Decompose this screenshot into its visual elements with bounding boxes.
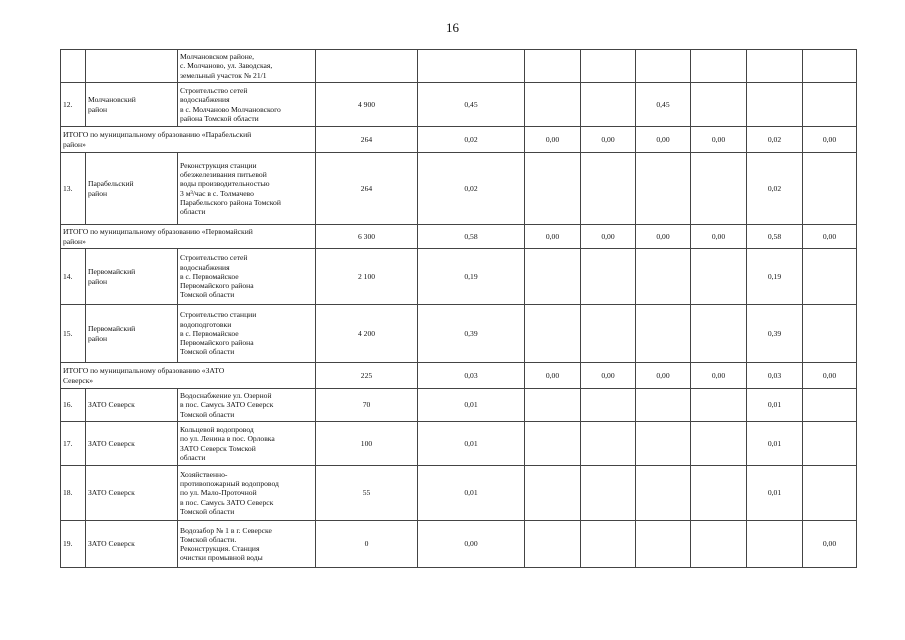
- budget-table: [60, 49, 857, 568]
- value-cell: [803, 249, 857, 305]
- value-cell: 0,03: [747, 363, 803, 389]
- table-row: [61, 389, 857, 422]
- value-cell: [525, 389, 581, 422]
- object-cell: Водоснабжение ул. Озерной в пос. Самусь ЗАТО Северск Томской области: [178, 389, 316, 422]
- value-cell: 0,19: [418, 249, 525, 305]
- value-cell: 0,01: [747, 389, 803, 422]
- value-cell: [525, 83, 581, 127]
- value-cell: 4 200: [316, 305, 418, 363]
- value-cell: 0,39: [747, 305, 803, 363]
- value-cell: [803, 389, 857, 422]
- row-number: 17.: [61, 422, 86, 466]
- value-cell: [691, 249, 747, 305]
- value-cell: 0,00: [525, 363, 581, 389]
- value-cell: 0,01: [418, 466, 525, 521]
- value-cell: 4 900: [316, 83, 418, 127]
- total-label: ИТОГО по муниципальному образованию «Первомайский район»: [61, 225, 316, 249]
- value-cell: 6 300: [316, 225, 418, 249]
- value-cell: [691, 389, 747, 422]
- value-cell: 0,00: [525, 127, 581, 153]
- value-cell: [525, 153, 581, 225]
- value-cell: [581, 305, 636, 363]
- row-number: 14.: [61, 249, 86, 305]
- value-cell: [803, 153, 857, 225]
- value-cell: 0,00: [581, 225, 636, 249]
- value-cell: 0,03: [418, 363, 525, 389]
- row-number: 18.: [61, 466, 86, 521]
- value-cell: 225: [316, 363, 418, 389]
- municipality-cell: Парабельский район: [86, 153, 178, 225]
- value-cell: [691, 422, 747, 466]
- row-number: 16.: [61, 389, 86, 422]
- value-cell: 0,58: [418, 225, 525, 249]
- table-row-total: [61, 127, 857, 153]
- object-cell: Водозабор № 1 в г. Северске Томской области. Реконструкция. Станция очистки промывной воды: [178, 521, 316, 568]
- value-cell: 0,00: [418, 521, 525, 568]
- value-cell: 0,00: [803, 225, 857, 249]
- value-cell: 100: [316, 422, 418, 466]
- table-row-total: [61, 363, 857, 389]
- value-cell: 0,01: [418, 389, 525, 422]
- table-row: [61, 83, 857, 127]
- row-number: 13.: [61, 153, 86, 225]
- value-cell: [525, 249, 581, 305]
- value-cell: [581, 83, 636, 127]
- table-row: [61, 521, 857, 568]
- value-cell: 0,01: [747, 466, 803, 521]
- row-number: 15.: [61, 305, 86, 363]
- value-cell: [581, 521, 636, 568]
- table-row: [61, 305, 857, 363]
- municipality-cell: ЗАТО Северск: [86, 389, 178, 422]
- value-cell: [581, 389, 636, 422]
- value-cell: 70: [316, 389, 418, 422]
- object-cell: Молчановском районе, с. Молчаново, ул. Заводская, земельный участок № 21/1: [178, 50, 316, 83]
- row-number: 12.: [61, 83, 86, 127]
- value-cell: 0,01: [747, 422, 803, 466]
- value-cell: [691, 83, 747, 127]
- value-cell: [525, 305, 581, 363]
- value-cell: 0,00: [636, 363, 691, 389]
- municipality-cell: Молчановский район: [86, 83, 178, 127]
- object-cell: Строительство сетей водоснабжения в с. Молчаново Молчановского района Томской области: [178, 83, 316, 127]
- value-cell: [747, 521, 803, 568]
- value-cell: [636, 305, 691, 363]
- table-row-total: [61, 225, 857, 249]
- value-cell: 0,00: [691, 363, 747, 389]
- value-cell: 0,00: [636, 127, 691, 153]
- value-cell: 264: [316, 127, 418, 153]
- object-cell: Хозяйственно- противопожарный водопровод по ул. Мало-Проточной в пос. Самусь ЗАТО Северск Томской области: [178, 466, 316, 521]
- value-cell: [525, 521, 581, 568]
- value-cell: 0,00: [581, 363, 636, 389]
- value-cell: [691, 153, 747, 225]
- value-cell: [691, 305, 747, 363]
- value-cell: 264: [316, 153, 418, 225]
- table-row: [61, 153, 857, 225]
- value-cell: [691, 521, 747, 568]
- object-cell: Реконструкция станции обезжелезивания питьевой воды производительностью 3 м³/час в с. Толмачево Парабельского района Томской области: [178, 153, 316, 225]
- value-cell: [636, 389, 691, 422]
- value-cell: 0,01: [418, 422, 525, 466]
- municipality-cell: ЗАТО Северск: [86, 521, 178, 568]
- object-cell: Строительство сетей водоснабжения в с. Первомайское Первомайского района Томской области: [178, 249, 316, 305]
- value-cell: [691, 466, 747, 521]
- table-row: [61, 466, 857, 521]
- value-cell: 0,19: [747, 249, 803, 305]
- municipality-cell: Первомайский район: [86, 305, 178, 363]
- value-cell: [803, 83, 857, 127]
- value-cell: [636, 422, 691, 466]
- value-cell: 0,00: [691, 225, 747, 249]
- value-cell: 0,02: [418, 153, 525, 225]
- value-cell: [581, 153, 636, 225]
- value-cell: 0,00: [691, 127, 747, 153]
- value-cell: 0,00: [525, 225, 581, 249]
- table-row: [61, 249, 857, 305]
- value-cell: 0,58: [747, 225, 803, 249]
- value-cell: 0: [316, 521, 418, 568]
- table-row-continuation: [61, 50, 857, 83]
- object-cell: Строительство станции водоподготовки в с. Первомайское Первомайского района Томской области: [178, 305, 316, 363]
- value-cell: 0,00: [636, 225, 691, 249]
- value-cell: [581, 466, 636, 521]
- municipality-cell: Первомайский район: [86, 249, 178, 305]
- value-cell: 0,00: [581, 127, 636, 153]
- table-row: [61, 422, 857, 466]
- value-cell: [803, 466, 857, 521]
- total-label: ИТОГО по муниципальному образованию «Парабельский район»: [61, 127, 316, 153]
- value-cell: [636, 153, 691, 225]
- value-cell: [581, 249, 636, 305]
- page-number: 16: [446, 20, 459, 35]
- municipality-cell: ЗАТО Северск: [86, 422, 178, 466]
- total-label: ИТОГО по муниципальному образованию «ЗАТО Северск»: [61, 363, 316, 389]
- value-cell: [803, 422, 857, 466]
- value-cell: 0,00: [803, 363, 857, 389]
- value-cell: [747, 83, 803, 127]
- value-cell: [525, 422, 581, 466]
- row-number: 19.: [61, 521, 86, 568]
- value-cell: 0,02: [747, 127, 803, 153]
- value-cell: [803, 305, 857, 363]
- value-cell: 0,45: [418, 83, 525, 127]
- value-cell: 55: [316, 466, 418, 521]
- value-cell: 0,00: [803, 127, 857, 153]
- value-cell: 2 100: [316, 249, 418, 305]
- value-cell: [525, 466, 581, 521]
- value-cell: 0,02: [747, 153, 803, 225]
- value-cell: [636, 521, 691, 568]
- object-cell: Кольцевой водопровод по ул. Ленина в пос. Орловка ЗАТО Северск Томской области: [178, 422, 316, 466]
- value-cell: 0,00: [803, 521, 857, 568]
- value-cell: [636, 466, 691, 521]
- municipality-cell: ЗАТО Северск: [86, 466, 178, 521]
- value-cell: 0,39: [418, 305, 525, 363]
- value-cell: 0,02: [418, 127, 525, 153]
- value-cell: [636, 249, 691, 305]
- value-cell: [581, 422, 636, 466]
- value-cell: 0,45: [636, 83, 691, 127]
